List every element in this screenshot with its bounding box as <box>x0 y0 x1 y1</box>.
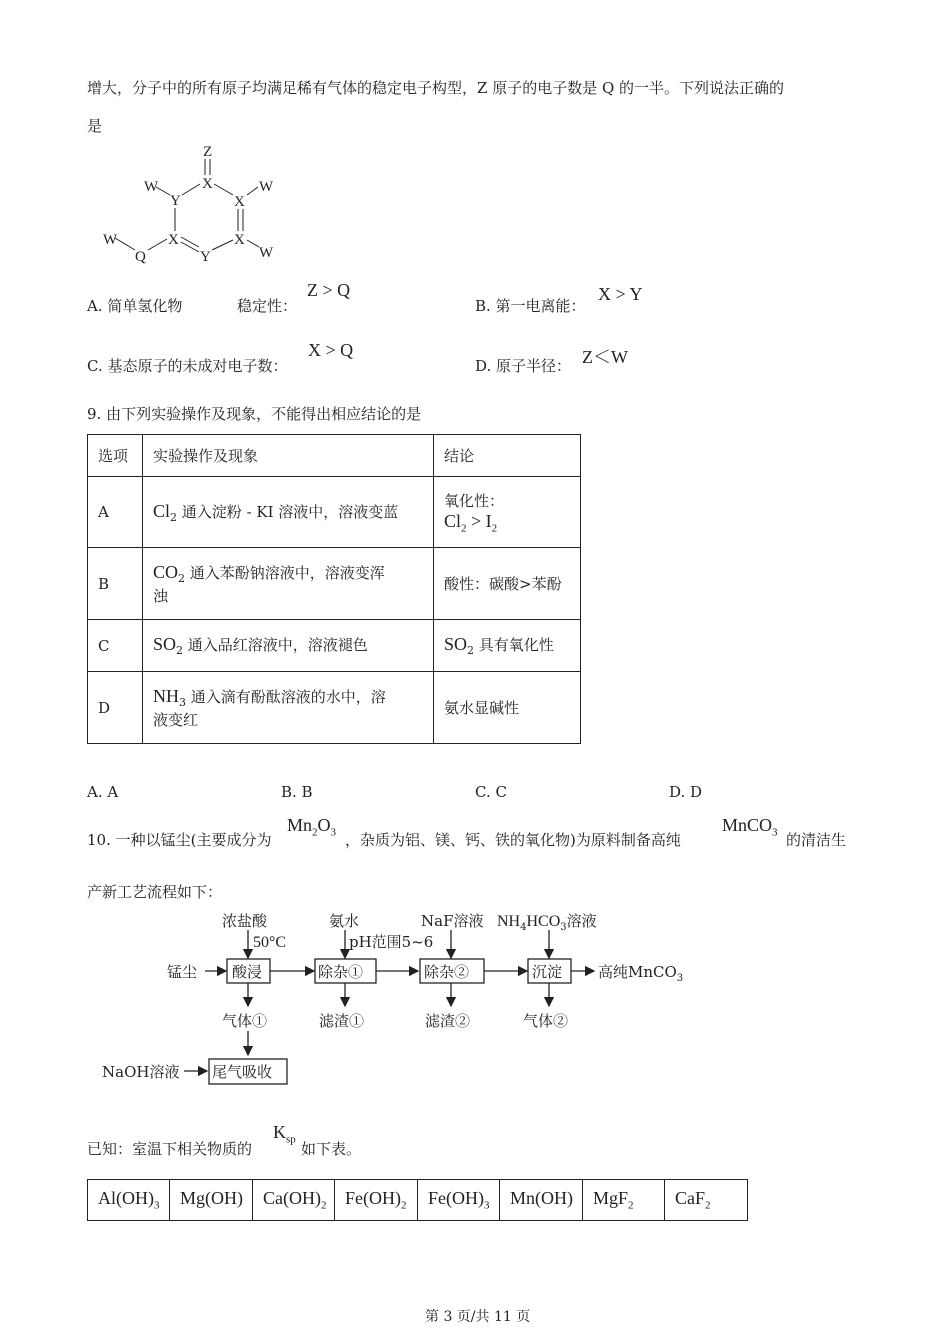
option-a-label: A. 简单氢化物 <box>87 297 183 315</box>
ksp-table <box>87 1179 748 1221</box>
atom-x-left: X <box>168 232 179 248</box>
header-operation: 实验操作及现象 <box>143 435 434 477</box>
ksp-cell: $Fe(OH)_2$ <box>335 1180 418 1221</box>
row-operation: $Cl_2$ 通入淀粉 - KI 溶液中，溶液变蓝 <box>143 477 434 548</box>
cond-temp: 50°C <box>253 934 287 951</box>
out-gas-1: 气体① <box>222 1012 268 1030</box>
row-operation: $CO_2$ 通入苯酚钠溶液中，溶液变浑 浊 <box>143 548 434 620</box>
row-option: A <box>88 477 143 548</box>
option-a-formula: Z > Q <box>307 280 351 300</box>
row-conclusion: 酸性：碳酸>苯酚 <box>434 548 581 620</box>
out-gas-2: 气体② <box>523 1012 569 1030</box>
row-option: B <box>88 548 143 620</box>
q9-title: 9. 由下列实验操作及现象，不能得出相应结论的是 <box>87 405 422 423</box>
row-conclusion: 氨水显碱性 <box>434 672 581 744</box>
option-a-label2: 稳定性： <box>237 297 298 315</box>
q10-text-2: ，杂质为铝、镁、钙、铁的氧化物)为原料制备高纯 <box>345 831 681 849</box>
flow-start: 锰尘 <box>167 963 198 981</box>
reagent-nh4hco3: $NH_4HCO_3$溶液 <box>497 912 597 933</box>
ksp-cell: CaF$_2$ <box>665 1180 748 1221</box>
ksp-cell: Mn(OH) <box>500 1180 583 1221</box>
q9-choice-d: D. D <box>669 783 703 801</box>
q10-formula-mn2o3: $Mn_2O_3$ <box>287 815 337 839</box>
step-purify-1: 除杂① <box>318 963 364 981</box>
row-option: C <box>88 620 143 672</box>
ksp-symbol: $K_{sp}$ <box>273 1122 296 1146</box>
atom-x-right: X <box>234 194 245 210</box>
row-conclusion: $SO_2$ 具有氧化性 <box>434 620 581 672</box>
known-text: 已知：室温下相关物质的 <box>87 1140 253 1158</box>
ksp-cell: $Al(OH)_3$ <box>88 1180 170 1221</box>
atom-y-left: Y <box>170 193 181 209</box>
option-b-label: B. 第一电离能： <box>475 297 586 315</box>
out-residue-2: 滤渣② <box>425 1012 471 1030</box>
header-option: 选项 <box>88 435 143 477</box>
header-conclusion: 结论 <box>434 435 581 477</box>
atom-z: Z <box>203 144 213 160</box>
q9-choice-b: B. B <box>281 783 313 801</box>
step-precipitate: 沉淀 <box>532 963 563 981</box>
reagent-ammonia: 氨水 <box>329 912 360 930</box>
q9-choice-c: C. C <box>475 783 507 801</box>
ksp-cell: $Fe(OH)_3$ <box>418 1180 500 1221</box>
ksp-cell: $Ca(OH)_2$ <box>253 1180 335 1221</box>
q10-text-3: 的清洁生 <box>786 831 847 849</box>
option-d-formula: Z＜W <box>582 347 628 367</box>
atom-q: Q <box>135 249 146 265</box>
row-operation: $SO_2$ 通入品红溶液中，溶液褪色 <box>143 620 434 672</box>
intro-line-2: 是 <box>87 117 103 135</box>
atom-w-3: W <box>103 232 118 248</box>
atom-w-1: W <box>144 179 159 195</box>
row-conclusion: 氧化性： $Cl_2 > I_2$ <box>434 477 581 548</box>
page-footer: 第 3 页/共 11 页 <box>425 1309 531 1325</box>
q10-text-1: 10. 一种以锰尘(主要成分为 <box>87 831 272 849</box>
known-text-2: 如下表。 <box>301 1140 362 1158</box>
reagent-naoh: NaOH溶液 <box>102 1063 180 1081</box>
option-b-formula: X > Y <box>598 284 643 304</box>
reagent-hcl: 浓盐酸 <box>222 912 268 930</box>
cond-ph: pH范围5~6 <box>349 933 434 951</box>
row-option: D <box>88 672 143 744</box>
option-d-label: D. 原子半径： <box>475 357 572 375</box>
step-acid-leach: 酸浸 <box>232 963 263 981</box>
option-c-label: C. 基态原子的未成对电子数： <box>87 357 288 375</box>
ksp-cell: Mg(OH) <box>170 1180 253 1221</box>
atom-w-2: W <box>259 179 274 195</box>
atom-x-top: X <box>202 176 213 192</box>
reagent-naf: NaF溶液 <box>421 912 484 930</box>
intro-line-1: 增大，分子中的所有原子均满足稀有气体的稳定电子构型，Z 原子的电子数是 Q 的一半。下列说法正确的 <box>87 79 785 97</box>
step-tail-gas: 尾气吸收 <box>212 1063 273 1081</box>
step-purify-2: 除杂② <box>424 963 470 981</box>
option-c-formula: X > Q <box>308 340 354 360</box>
atom-x-bottom-right: X <box>234 232 245 248</box>
q9-choice-a: A. A <box>87 783 119 801</box>
q10-text-4: 产新工艺流程如下： <box>87 883 223 901</box>
atom-w-4: W <box>259 245 274 261</box>
q10-formula-mnco3: MnCO$_3$ <box>722 815 778 839</box>
atom-y-bottom: Y <box>200 249 211 265</box>
ksp-cell: MgF$_2$ <box>583 1180 665 1221</box>
row-operation: $NH_3$ 通入滴有酚酞溶液的水中，溶 液变红 <box>143 672 434 744</box>
out-residue-1: 滤渣① <box>319 1012 365 1030</box>
flow-product: 高纯MnCO$_3$ <box>598 963 684 984</box>
